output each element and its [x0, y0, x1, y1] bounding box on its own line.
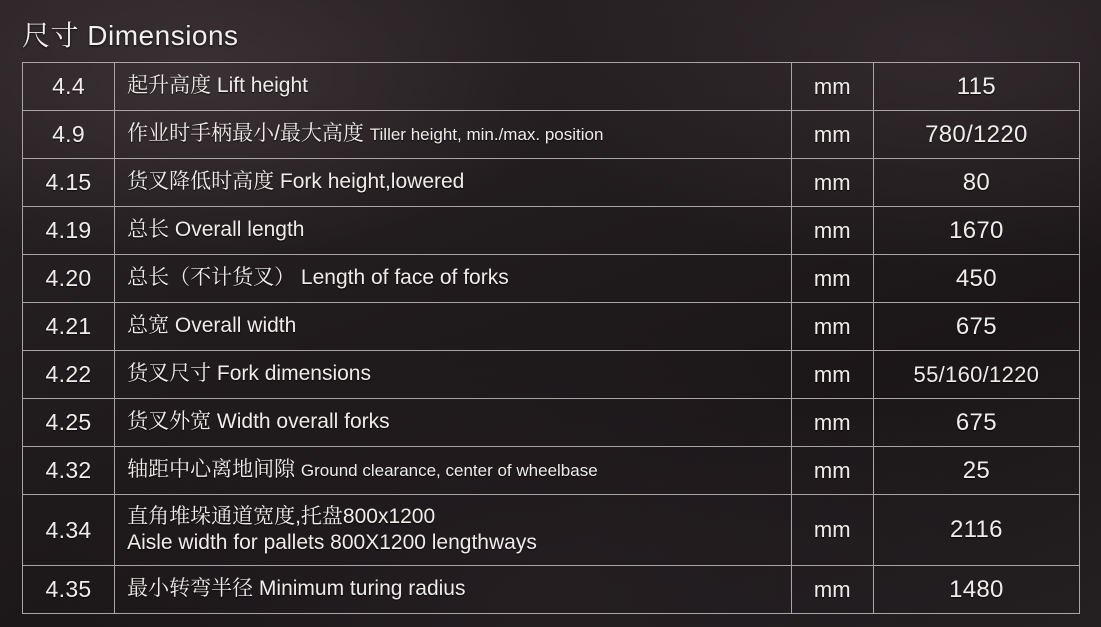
row-description-en: Overall width	[174, 314, 297, 338]
row-unit: mm	[791, 255, 873, 303]
row-code: 4.25	[23, 399, 115, 447]
row-code: 4.21	[23, 303, 115, 351]
row-description-en: Minimum turing radius	[258, 577, 466, 601]
table-row	[23, 159, 1080, 207]
row-value: 55/160/1220	[873, 351, 1079, 399]
dimensions-table-container	[22, 62, 1080, 614]
row-value: 675	[873, 399, 1079, 447]
row-description-cn: 起升高度	[127, 74, 212, 98]
row-description-cn: 总宽	[127, 314, 170, 338]
row-code: 4.15	[23, 159, 115, 207]
row-description-en: Aisle width for pallets 800X1200 lengthways	[127, 531, 537, 554]
row-description-cn: 货叉尺寸	[127, 362, 212, 386]
row-value: 115	[873, 63, 1079, 111]
row-description-en: Length of face of forks	[300, 266, 509, 290]
row-unit: mm	[791, 399, 873, 447]
row-code: 4.20	[23, 255, 115, 303]
table-row	[23, 351, 1080, 399]
row-description-cn: 最小转弯半径	[127, 577, 254, 601]
row-unit: mm	[791, 351, 873, 399]
row-description	[115, 447, 792, 495]
row-description-cn: 作业时手柄最小/最大高度	[127, 122, 364, 146]
row-unit: mm	[791, 495, 873, 566]
row-description	[115, 495, 792, 566]
row-unit: mm	[791, 63, 873, 111]
row-description	[115, 159, 792, 207]
table-row	[23, 566, 1080, 614]
page-title: 尺寸 Dimensions	[22, 20, 239, 51]
table-row	[23, 495, 1080, 566]
row-description-en: Width overall forks	[216, 410, 390, 434]
table-row	[23, 63, 1080, 111]
row-value: 25	[873, 447, 1079, 495]
table-row	[23, 207, 1080, 255]
row-unit: mm	[791, 303, 873, 351]
row-description	[115, 111, 792, 159]
row-code: 4.22	[23, 351, 115, 399]
row-description-cn: 货叉降低时高度	[127, 170, 275, 194]
row-unit: mm	[791, 207, 873, 255]
row-description-en: Tiller height, min./max. position	[369, 125, 604, 145]
row-code: 4.32	[23, 447, 115, 495]
row-description-cn: 总长	[127, 218, 170, 242]
row-description-en: Lift height	[216, 74, 308, 98]
row-code: 4.35	[23, 566, 115, 614]
table-row	[23, 399, 1080, 447]
row-description	[115, 207, 792, 255]
row-description-cn: 总长（不计货叉）	[127, 266, 296, 290]
row-description-cn: 直角堆垛通道宽度,托盘800x1200	[127, 504, 436, 528]
row-description-en: Overall length	[174, 218, 305, 242]
dimensions-table	[22, 62, 1080, 614]
row-unit: mm	[791, 566, 873, 614]
row-description	[115, 399, 792, 447]
row-description-en: Ground clearance, center of wheelbase	[300, 461, 598, 481]
row-description-cn: 货叉外宽	[127, 410, 212, 434]
row-description	[115, 566, 792, 614]
table-row	[23, 255, 1080, 303]
row-code: 4.9	[23, 111, 115, 159]
row-value: 80	[873, 159, 1079, 207]
table-row	[23, 447, 1080, 495]
row-value: 1480	[873, 566, 1079, 614]
row-unit: mm	[791, 111, 873, 159]
row-value: 780/1220	[873, 111, 1079, 159]
row-description	[115, 303, 792, 351]
row-unit: mm	[791, 159, 873, 207]
row-description-en: Fork height,lowered	[279, 170, 465, 194]
row-value: 675	[873, 303, 1079, 351]
row-code: 4.34	[23, 495, 115, 566]
table-row	[23, 303, 1080, 351]
row-description	[115, 63, 792, 111]
row-code: 4.19	[23, 207, 115, 255]
row-value: 2116	[873, 495, 1079, 566]
row-description-lines	[127, 504, 783, 557]
row-description	[115, 351, 792, 399]
table-row	[23, 111, 1080, 159]
row-value: 1670	[873, 207, 1079, 255]
row-code: 4.4	[23, 63, 115, 111]
row-value: 450	[873, 255, 1079, 303]
row-description-en: Fork dimensions	[216, 362, 371, 386]
row-description-cn: 轴距中心离地间隙	[127, 458, 296, 482]
row-unit: mm	[791, 447, 873, 495]
dimensions-table-body	[23, 63, 1080, 614]
row-description	[115, 255, 792, 303]
